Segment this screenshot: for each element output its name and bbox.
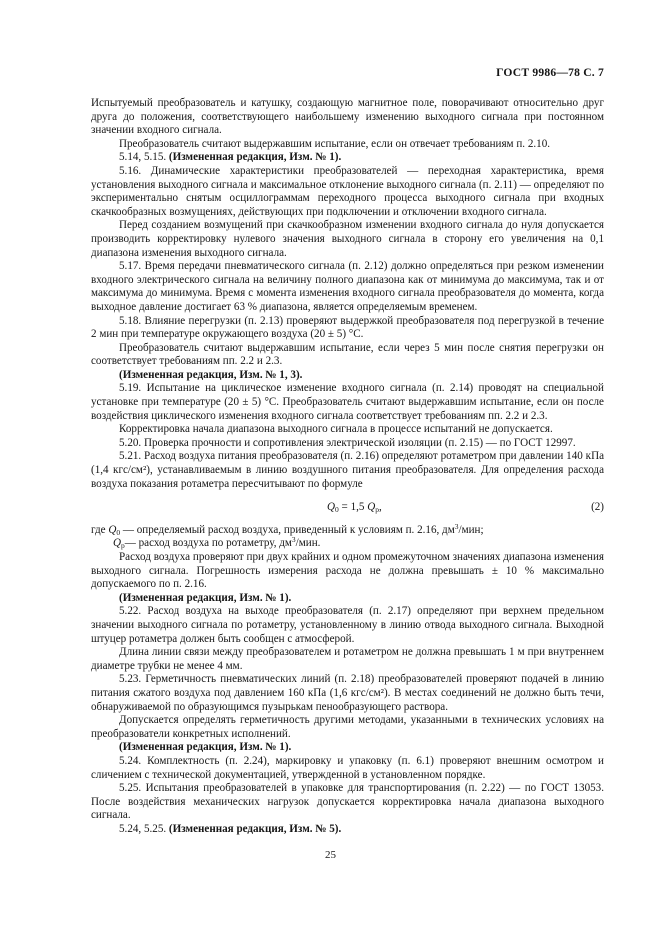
paragraph: 5.16. Динамические характеристики преобразователей — переходная характеристика, время установления выходного сигнала и максимальное отклонение выходного сигнала (п. 2.11) — определяют по экспериментально снятым осциллограммам переходного процесса выходного сигнала при входных скачкообразных возмущениях, действующих при подключении и отключении входного сигнала.	[91, 164, 604, 218]
page-number: 25	[325, 849, 336, 861]
formula-end: ,	[378, 501, 382, 514]
section-ref: 5.24, 5.25.	[119, 822, 169, 835]
formula-qp-sub: р	[375, 505, 379, 515]
paragraph: Преобразователь считают выдержавшим испытание, если он отвечает требованиям п. 2.10.	[119, 137, 551, 150]
paragraph: 5.24. Комплектность (п. 2.24), маркировку и упаковку (п. 6.1) проверяют внешним осмотром и сличением с технической документацией, утвержденной в установленном порядке.	[91, 754, 604, 781]
formula-legend-qp	[113, 537, 604, 551]
paragraph: 5.17. Время передачи пневматического сигнала (п. 2.12) должно определяться при резком изменении входного электрического сигнала на величину полного диапазона как от минимума до максимума, так и от максимума до минимума. Время с момента изменения входного сигнала преобразователя до момента, когда выходное давление достигает 63 % диапазона, является определяемым временем.	[91, 260, 604, 313]
amendment-label: (Измененная редакция, Изм. № 1).	[168, 151, 342, 164]
paragraph: 5.20. Проверка прочности и сопротивления электрической изоляции (п. 2.15) — по ГОСТ 12997.	[119, 436, 576, 449]
legend-qp-sub: р	[121, 541, 125, 551]
amendment-note	[91, 823, 604, 837]
legend-q0-unit: /мин;	[458, 523, 484, 536]
legend-where: где	[91, 523, 109, 536]
paragraph: Расход воздуха проверяют при двух крайних и одном промежуточном значениях диапазона изменения выходного сигнала. Погрешность измерения расхода не должна превышать ± 10 % максимально допускаемого по п. 2.16.	[91, 551, 604, 591]
paragraph: Допускается определять герметичность другими методами, указанными в технических условиях на преобразователи конкретных исполнений.	[91, 714, 604, 740]
page-header: ГОСТ 9986—78 С. 7	[496, 66, 604, 79]
body-text	[91, 97, 604, 836]
legend-qp-unit: /мин.	[295, 537, 321, 550]
formula-legend-q0	[91, 521, 604, 538]
amendment-label: (Измененная редакция, Изм. № 1).	[119, 741, 292, 754]
formula-expression	[327, 501, 382, 515]
legend-q0-cube: 3	[454, 521, 459, 531]
amendment-label: (Измененная редакция, Изм. № 5).	[168, 822, 342, 835]
amendment-label: (Измененная редакция, Изм. № 1, 3).	[119, 368, 303, 381]
formula-number: (2)	[591, 501, 604, 514]
amendment-label: (Измененная редакция, Изм. № 1).	[119, 591, 292, 604]
legend-qp-desc: — расход воздуха по ротаметру, дм	[124, 537, 292, 550]
paragraph: 5.19. Испытание на циклическое изменение входного сигнала (п. 2.14) проводят на специальной установке при температуре (20 ± 5) °С. Преобразователь считают выдержавшим испытание, если он после воздействия циклического изменения входного сигнала соответствует требованиям пп. 2.2 и 2.3.	[91, 382, 604, 422]
formula	[91, 501, 604, 515]
amendment-note	[91, 592, 604, 606]
paragraph: Длина линии связи между преобразователем и ротаметром не должна превышать 1 м при внутреннем диаметре трубки не менее 4 мм.	[91, 646, 604, 672]
legend-qp-cube: 3	[291, 535, 296, 545]
legend-qp-symbol: Q	[113, 537, 122, 550]
paragraph: Преобразователь считают выдержавшим испытание, если через 5 мин после снятия перегрузки он соответствует требованиям пп. 2.2 и 2.3.	[91, 341, 604, 368]
paragraph: 5.21. Расход воздуха питания преобразователя (п. 2.16) определяют ротаметром при давлении 140 кПа (1,4 кгс/см²), устанавливаемым в линию воздушного питания преобразователя. Для определения расхода воздуха показания ротаметра пересчитывают по формуле	[91, 450, 604, 490]
legend-q0-sub: 0	[116, 527, 121, 537]
paragraph: 5.23. Герметичность пневматических линий (п. 2.18) преобразователей проверяют подачей в линию питания сжатого воздуха под давлением 160 кПа (1,6 кгс/см²). В местах соединений не должно быть течи, обнаруживаемой по образующимся пузырькам пенообразующего раствора.	[91, 673, 604, 713]
paragraph: 5.18. Влияние перегрузки (п. 2.13) проверяют выдержкой преобразователя под перегрузкой в течение 2 мин при температуре окружающего воздуха (20 ± 5) °С.	[91, 314, 604, 341]
formula-q0-sub: 0	[335, 505, 339, 515]
paragraph: Перед созданием возмущений при скачкообразном изменении входного сигнала до нуля допускается производить корректировку нулевого значения выходного сигнала в сторону его увеличения на 0,1 диапазона изменения выходного сигнала.	[91, 219, 604, 259]
paragraph: Корректировка начала диапазона выходного сигнала в процессе испытаний не допускается.	[119, 423, 553, 436]
legend-q0-symbol: Q	[108, 523, 117, 536]
amendment-note	[91, 151, 604, 165]
formula-equals: = 1,5	[338, 501, 368, 514]
legend-q0-desc: — определяемый расход воздуха, приведенный к условиям п. 2.16, дм	[120, 523, 455, 536]
amendment-note	[91, 369, 604, 383]
paragraph: 5.25. Испытания преобразователей в упаковке для транспортирования (п. 2.22) — по ГОСТ 13053. После воздействия механических нагрузок допускается корректировка начала диапазона выходного сигнала.	[91, 782, 604, 822]
paragraph: 5.22. Расход воздуха на выходе преобразователя (п. 2.17) определяют при верхнем предельном значении выходного сигнала по ротаметру, установленному в линию отвода выходного сигнала. Выходной штуцер ротаметра должен быть сообщен с атмосферой.	[91, 605, 604, 645]
amendment-note	[91, 741, 604, 755]
formula-qp: Q	[367, 501, 376, 514]
formula-q0: Q	[327, 501, 336, 514]
paragraph: Испытуемый преобразователь и катушку, создающую магнитное поле, поворачивают относительно друг друга до положения, соответствующего наибольшему изменению выходного сигнала при постоянном значении входного сигнала.	[91, 97, 604, 137]
section-ref: 5.14, 5.15.	[119, 151, 169, 164]
